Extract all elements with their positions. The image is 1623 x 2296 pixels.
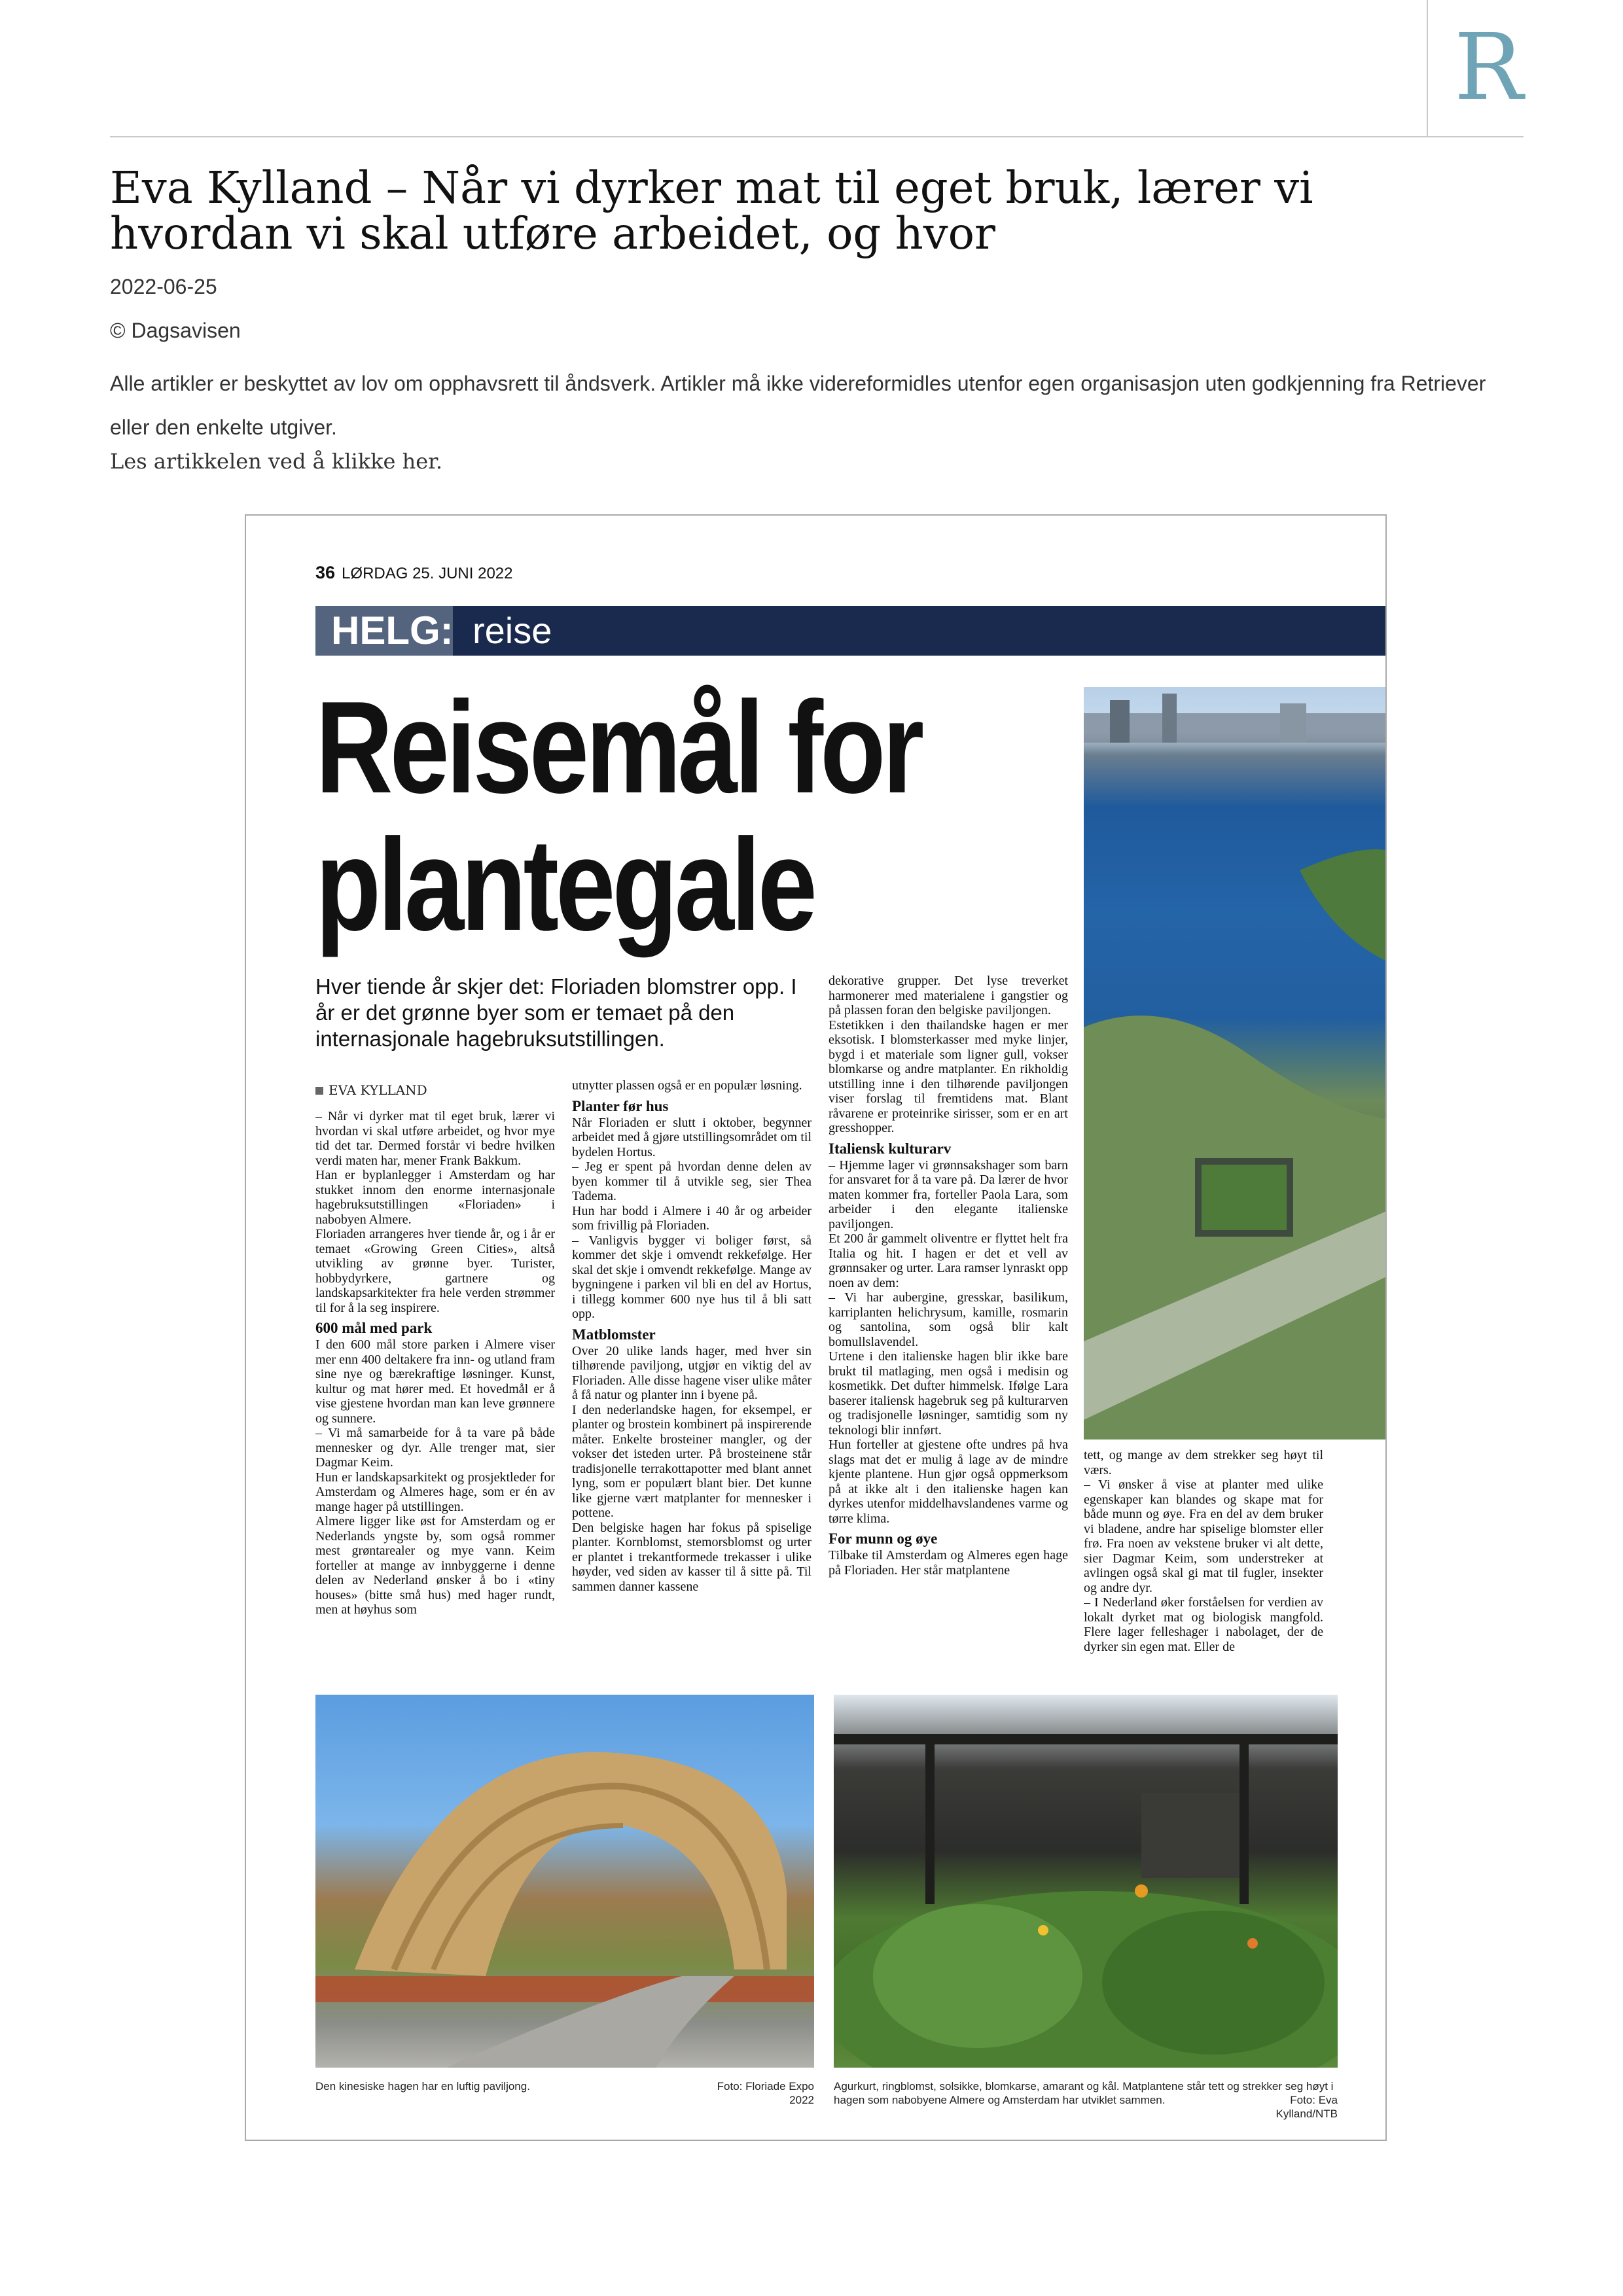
newspaper-clipping (245, 514, 1387, 2141)
byline: EVA KYLLAND (315, 1082, 427, 1098)
photo-caption: Den kinesiske hagen har en luftig paviljong. (315, 2080, 530, 2093)
document-title: Eva Kylland – Når vi dyrker mat til eget bruk, lærer vi hvordan vi skal utføre arbeidet, og hvor (110, 162, 1313, 259)
header-divider (110, 136, 1524, 137)
retriever-logo: R (1454, 14, 1524, 121)
pavilion-photo (315, 1695, 814, 2068)
garden-photo-art (834, 1695, 1338, 2068)
paragraph: Hun forteller at gjestene ofte undres på hva slags mat det er mulig å lage av de mindre kjente plantene. Hun gjør også oppmerksom på at ikke alt i den italienske hagen kan dyrkes utenfor middelhavslandenes varme og tørre klima. (829, 1438, 1068, 1526)
paragraph: – Vi må samarbeide for å ta vare på både mennesker og dyr. Alle trenger mat, sier Dagmar Keim. (315, 1426, 555, 1470)
read-article-link[interactable]: Les artikkelen ved å klikke her. (110, 449, 443, 474)
paragraph: Den belgiske hagen har fokus på spiselige planter. Kornblomst, stemorsblomst og urter er plantet i trekantformede trekasser i ulike høyder, ved siden av kasser til å sitte på. Til sammen danner kassene (572, 1520, 812, 1594)
paragraph: Han er byplanlegger i Amsterdam og har stukket innom den enorme internasjonale hagebruksutstillingen «Floriaden» i nabobyen Almere. (315, 1168, 555, 1227)
paragraph: I den 600 mål store parken i Almere viser mer enn 400 deltakere fra inn- og utland fram sine nye og bærekraftige løsninger. Kunst, kultur og mat hører med. Et hovedmål er å vise gjestene hvordan man kan leve grønnere og sunnere. (315, 1337, 555, 1426)
subheading: Matblomster (572, 1326, 656, 1343)
text-column-4 (1084, 1448, 1323, 1667)
paragraph: Over 20 ulike lands hager, med hver sin tilhørende paviljong, utgjør en viktig del av Floriaden. Alle disse hagene viser ulike måter å få natur og planter inn i byene på. (572, 1343, 812, 1402)
issue-date: LØRDAG 25. JUNI 2022 (342, 565, 513, 582)
paragraph: Hun har bodd i Almere i 40 år og arbeider som frivillig på Floriaden. (572, 1203, 812, 1233)
subheading: 600 mål med park (315, 1320, 433, 1336)
paragraph: dekorative grupper. Det lyse treverket harmonerer med materialene i gangstier og på plassen foran den belgiske paviljongen. (829, 974, 1068, 1017)
subheading: Italiensk kulturarv (829, 1140, 952, 1157)
photo-credit: Foto: Floriade Expo 2022 (717, 2080, 814, 2106)
page-info (315, 563, 513, 583)
paragraph: Hun er landskapsarkitekt og prosjektleder for Amsterdam og Almeres hage, som er én av mange hager på utstillingen. (315, 1470, 555, 1514)
section-label: HELG: (315, 606, 453, 656)
photo-caption: Agurkurt, ringblomst, solsikke, blomkarse, amarant og kål. Matplantene står tett og strekker seg høyt i hagen som nabobyene Almere og Amsterdam har utviklet sammen. (834, 2080, 1334, 2106)
paragraph: utnytter plassen også er en populær løsning. (572, 1078, 802, 1093)
paragraph: Når Floriaden er slutt i oktober, begynner arbeidet med å gjøre utstillingsområdet om til bydelen Hortus. (572, 1115, 812, 1159)
article-lede: Hver tiende år skjer det: Floriaden blomstrer opp. I år er det grønne byer som er temaet på den internasjonale hagebruksutstillingen. (315, 974, 797, 1051)
paragraph: – Når vi dyrker mat til eget bruk, lærer vi hvordan vi skal utføre arbeidet, og hvor mye tid det tar. Dermed forstår vi bedre hvilken verdi maten har, mener Frank Bakkum. (315, 1109, 555, 1168)
paragraph: tett, og mange av dem strekker seg høyt til værs. (1084, 1448, 1323, 1477)
aerial-photo (1084, 687, 1387, 1439)
paragraph: Floriaden arrangeres hver tiende år, og i år er temaet «Growing Green Cities», altså utvikling av grønne byer. Turister, hobbydyrkere, gartnere og landskapsarkitekter fra hele verden strømmer til for å la seg inspirere. (315, 1227, 555, 1315)
aerial-photo-art (1084, 687, 1387, 1439)
article-headline: Reisemål for plantegale (315, 675, 921, 958)
paragraph: Estetikken i den thailandske hagen er mer eksotisk. I blomsterkasser med myke linjer, bygd i et materiale som ligner gull, vokser blomkarse og andre matplanter. En rikholdig utstilling inne i den tilhørende paviljongen viser forslag til fremtidens mat. Blant råvarene er proteinrike sirisser, som er en art gresshopper. (829, 1017, 1068, 1135)
subheading: Planter før hus (572, 1097, 669, 1114)
text-column-2 (572, 1078, 812, 1665)
publish-date: 2022-06-25 (110, 275, 217, 298)
paragraph: Urtene i den italienske hagen blir ikke bare brukt til matlaging, men også i medisin og kosmetikk. Det dufter himmelsk. Ifølge Lara baserer italiensk hagebruk seg på kulturarven og tradisjonelle løsninger, samtidig som ny teknologi blir innført. (829, 1349, 1068, 1438)
header-divider-vertical (1427, 0, 1428, 136)
source-publication: © Dagsavisen (110, 319, 241, 342)
text-column-1 (315, 1109, 555, 1665)
paragraph: I den nederlandske hagen, for eksempel, er planter og brostein kombinert på inspirerende måter. Enkelte brosteiner mangler, og der vokser det isteden urter. På brosteinene står tradisjonelle terrakottapotter med blant annet lyng, som er populært blant bier. Det kunne like gjerne vært matplanter for mennesker i pottene. (572, 1402, 812, 1520)
section-band (315, 606, 1387, 656)
copyright-notice: Alle artikler er beskyttet av lov om opphavsrett til åndsverk. Artikler må ikke videreformidles utenfor egen organisasjon uten godkjenning fra Retriever eller den enkelte utgiver. (110, 372, 1486, 439)
text-column-3 (829, 974, 1068, 1667)
subsection-label: reise (473, 610, 552, 651)
paragraph: – Jeg er spent på hvordan denne delen av byen kommer til å utvikle seg, sier Thea Tadema. (572, 1159, 812, 1203)
paragraph: – Vi har aubergine, gresskar, basilikum, karriplanten helichrysum, kamille, rosmarin og santolina, som også blir kalt bomullslavendel. (829, 1290, 1068, 1349)
photo-credit: Foto: Eva Kylland/NTB (1275, 2094, 1338, 2120)
paragraph: Almere ligger like øst for Amsterdam og er Nederlands yngste by, som også rommer mest grøntarealer og mye vann. Keim forteller at mange av innbyggerne i denne delen av Nederland ønsker å bo i «tiny houses» (bitte små hus) med hager rundt, men at høyhus som (315, 1514, 555, 1617)
garden-photo (834, 1695, 1338, 2068)
paragraph: Tilbake til Amsterdam og Almeres egen hage på Floriaden. Her står matplantene (829, 1548, 1068, 1578)
paragraph: Et 200 år gammelt oliventre er flyttet helt fra Italia og hit. I hagen er det et vell av grønnsaker og urter. Lara ramser lynraskt opp noen av dem: (829, 1231, 1068, 1290)
page-number: 36 (315, 563, 336, 582)
pavilion-photo-art (315, 1695, 814, 2068)
subheading: For munn og øye (829, 1530, 938, 1547)
paragraph: – Hjemme lager vi grønnsakshager som barn for ansvaret for å ta vare på. Da lærer de hvor maten kommer fra, forteller Paola Lara, som arbeider i den elegante italienske paviljongen. (829, 1157, 1068, 1231)
paragraph: – I Nederland øker forståelsen for verdien av lokalt dyrket mat og biologisk mangfold. Flere lager felleshager i nabolaget, der de dyrker sin egen mat. Eller de (1084, 1595, 1323, 1654)
paragraph: – Vi ønsker å vise at planter med ulike egenskaper kan blandes og skape mat for både munn og øye. Fra en del av dem bruker vi bladene, andre har spiselige blomster eller frø. Fra noen av vekstene bruker vi alt dette, sier Dagmar Keim, som understreker at avlingen også skal gi mat til fugler, insekter og andre dyr. (1084, 1477, 1323, 1595)
paragraph: – Vanligvis bygger vi boliger først, så kommer det skje i omvendt rekkefølge. Her skal det skje i omvendt rekkefølge. Mange av bygningene i parken vil bli en del av Hortus, i tillegg kommer 600 nye hus til å bli satt opp. (572, 1233, 812, 1321)
